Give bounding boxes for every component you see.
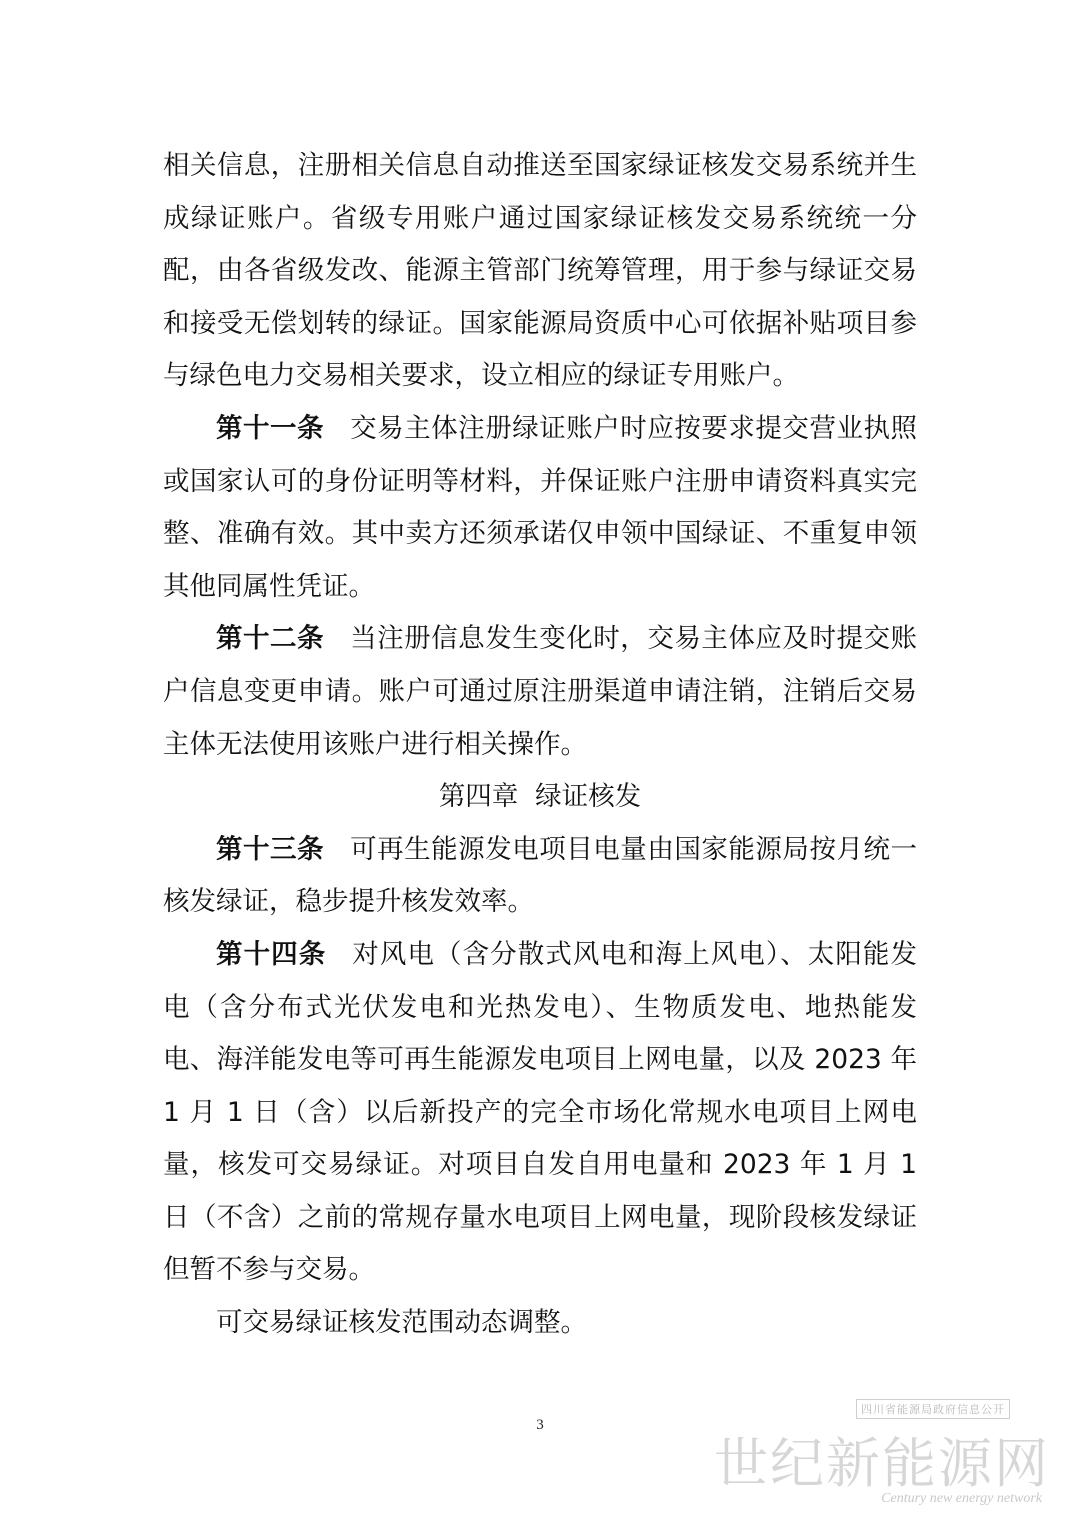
article-11-title: 第十一条 [216, 412, 325, 444]
document-body [163, 140, 917, 1350]
article-13-title: 第十三条 [216, 833, 325, 865]
article-12-title: 第十二条 [216, 623, 325, 655]
watermark-logo [714, 1399, 1050, 1519]
watermark-subtitle: Century new energy network [881, 1491, 1042, 1506]
article-13 [163, 824, 917, 929]
page-number: 3 [536, 1417, 544, 1433]
article-12 [163, 613, 917, 771]
chapter-heading: 第四章 绿证核发 [438, 781, 642, 813]
watermark-tag: 四川省能源局政府信息公开 [856, 1399, 1010, 1419]
watermark-title: 世纪新能源网 [714, 1432, 1050, 1495]
article-13-text: 可再生能源发电项目电量由国家能源局按月统一核发绿证，稳步提升核发效率。 [163, 833, 918, 918]
article-14-title: 第十四条 [216, 938, 327, 970]
article-14 [163, 929, 917, 1297]
article-14-text: 对风电（含分散式风电和海上风电）、太阳能发电（含分布式光伏发电和光热发电）、生物质发电、地热能发电、海洋能发电等可再生能源发电项目上网电量，以及 2023 年 1 月 1 日（含）以后新投产的完全市场化常规水电项目上网电量，核发可交易绿证。对项目自发自用电量和 2023 年 1 月 1 日（不含）之前的常规存量水电项目上网电量，现阶段核发绿证但暂不参与交易。 [163, 938, 918, 1286]
closing-paragraph: 可交易绿证核发范围动态调整。 [216, 1307, 587, 1339]
article-12-text: 当注册信息发生变化时，交易主体应及时提交账户信息变更申请。账户可通过原注册渠道申请注销，注销后交易主体无法使用该账户进行相关操作。 [163, 623, 918, 760]
article-11-text: 交易主体注册绿证账户时应按要求提交营业执照或国家认可的身份证明等材料，并保证账户注册申请资料真实完整、准确有效。其中卖方还须承诺仅申领中国绿证、不重复申领其他同属性凭证。 [163, 412, 918, 602]
paragraph-intro: 相关信息，注册相关信息自动推送至国家绿证核发交易系统并生成绿证账户。省级专用账户通过国家绿证核发交易系统统一分配，由各省级发改、能源主管部门统筹管理，用于参与绿证交易和接受无偿划转的绿证。国家能源局资质中心可依据补贴项目参与绿色电力交易相关要求，设立相应的绿证专用账户。 [163, 150, 917, 392]
article-11 [163, 403, 917, 613]
